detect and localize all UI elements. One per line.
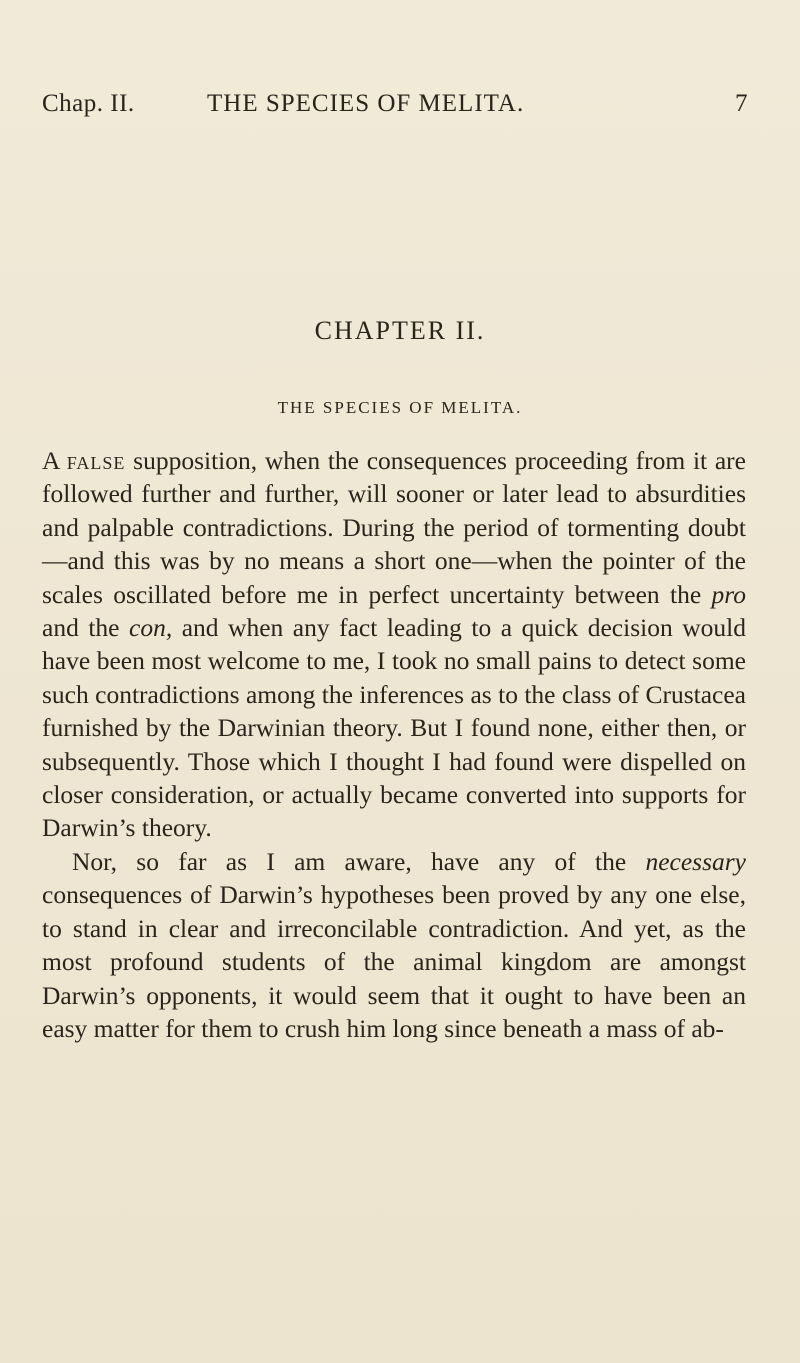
- paragraph-2-text-a: Nor, so far as I am aware, have any of the: [72, 846, 646, 876]
- paragraph-1-smallcaps: false: [66, 446, 126, 475]
- running-head-title: THE SPECIES OF MELITA.: [207, 90, 525, 117]
- running-head-chapter: Chap. II.: [42, 90, 135, 117]
- running-head: [42, 90, 748, 126]
- body-text: [42, 444, 746, 1045]
- paragraph-1-text-a: supposition, when the consequences proceeding from it are followed further and further, will sooner or later lead to absurdities and palpable contradictions. During the period of tormenting doubt—and this was by no means a short one—when the pointer of the scales oscillated before me in perfect uncertainty between the: [42, 446, 746, 609]
- paragraph-1-text-c: and when any fact leading to a quick decision would have been most welcome to me, I took no small pains to detect some such contradictions among the inferences as to the class of Crustacea furnished by the Darwinian theory. But I found none, either then, or subsequently. Those which I thought I had found were dispelled on closer consideration, or actually became converted into supports for Darwin’s theory.: [42, 613, 746, 843]
- chapter-heading: CHAPTER II.: [314, 316, 486, 345]
- paragraph-2-text-b: consequences of Darwin’s hypotheses been proved by any one else, to stand in clear and irreconcilable contradiction. And yet, as the most profound students of the animal kingdom are amongst Darwin’s opponents, it would seem that it ought to have been an easy matter for them to crush him long since beneath a mass of ab-: [42, 880, 746, 1043]
- paragraph-2: [42, 845, 746, 1045]
- paragraph-1-text-b: and the: [42, 613, 129, 643]
- paragraph-2-em-necessary: necessary: [645, 846, 746, 876]
- paragraph-1-em-pro: pro: [711, 579, 746, 609]
- paragraph-1-lead: A: [42, 446, 60, 475]
- chapter-subtitle: THE SPECIES OF MELITA.: [277, 398, 523, 417]
- paragraph-1-em-con: con,: [129, 613, 173, 643]
- paragraph-1: [42, 444, 746, 845]
- page-number: 7: [735, 90, 748, 117]
